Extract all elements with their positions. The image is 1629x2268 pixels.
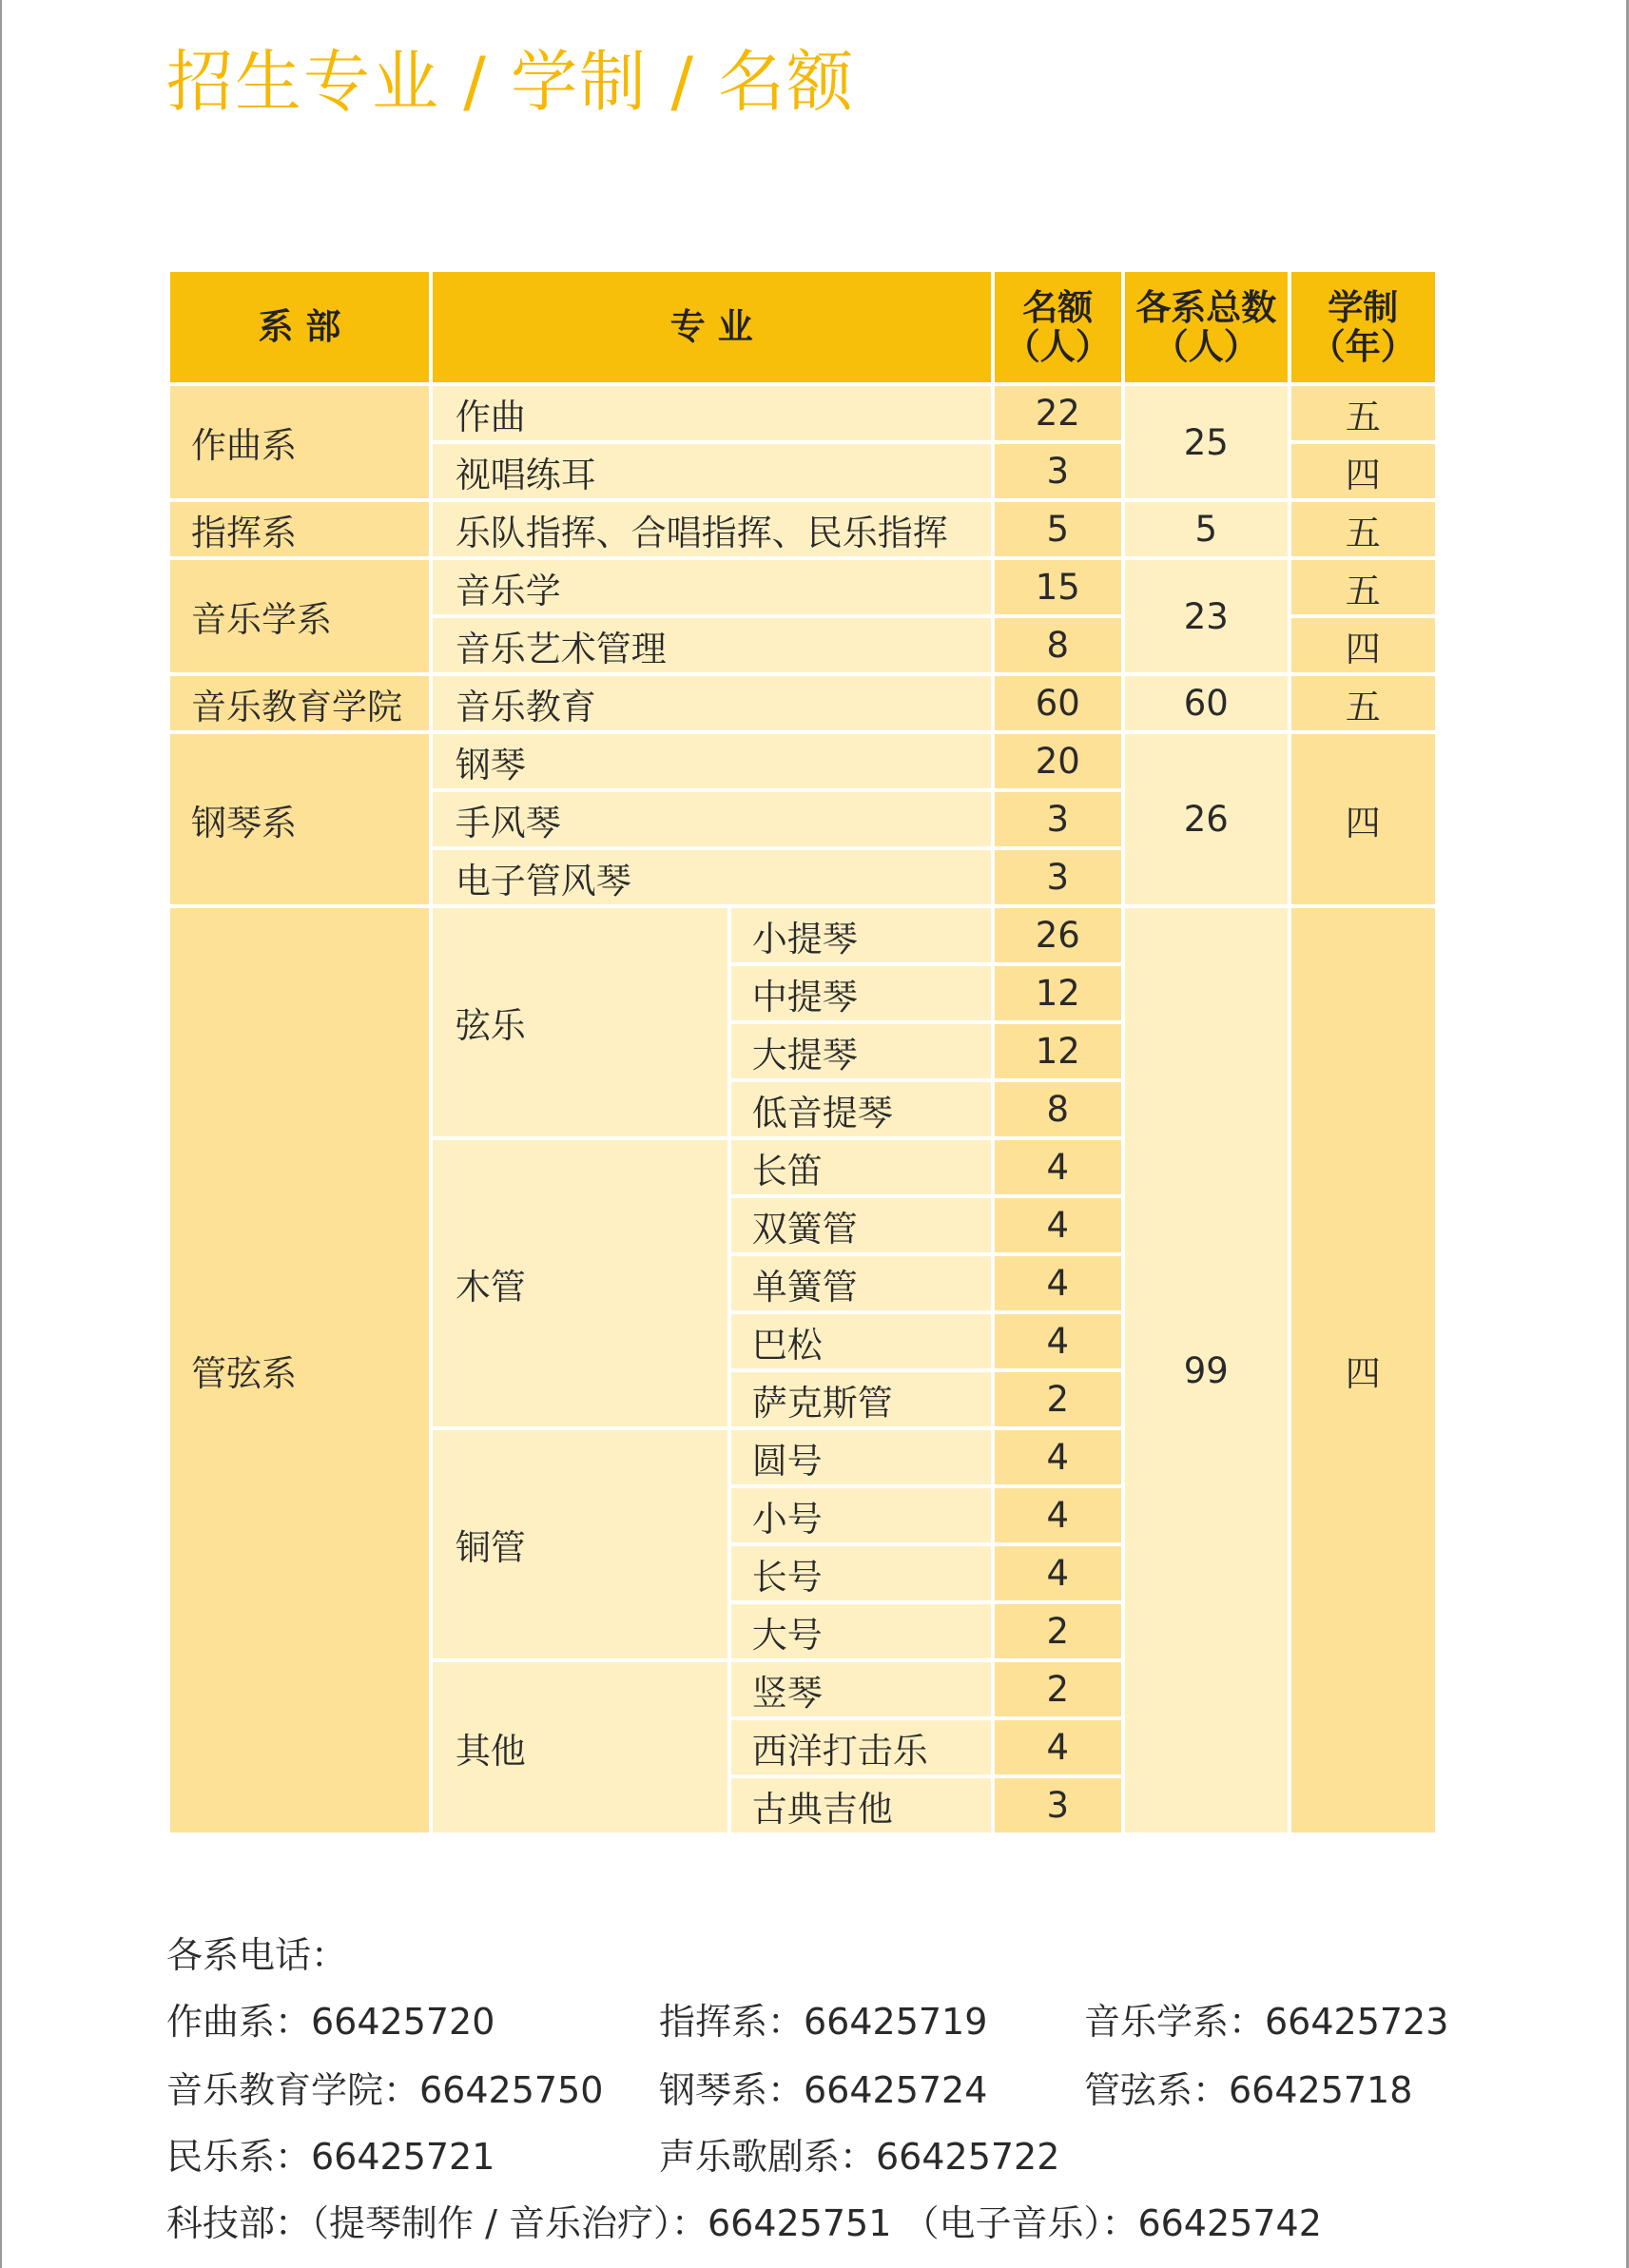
major-cell: 作曲 bbox=[433, 386, 991, 440]
quota-cell: 22 bbox=[995, 386, 1121, 440]
quota-cell: 60 bbox=[995, 676, 1121, 730]
category-cell: 弦乐 bbox=[433, 908, 727, 1136]
quota-cell: 20 bbox=[995, 734, 1121, 788]
dept-cell: 指挥系 bbox=[170, 502, 429, 556]
quota-cell: 8 bbox=[995, 1082, 1121, 1136]
dept-cell: 管弦系 bbox=[170, 908, 429, 1832]
years-cell: 五 bbox=[1291, 676, 1436, 730]
quota-cell: 2 bbox=[995, 1372, 1121, 1426]
quota-cell: 3 bbox=[995, 1778, 1121, 1832]
page-border-left bbox=[0, 0, 2, 2268]
quota-cell: 4 bbox=[995, 1256, 1121, 1310]
header-years: 学制 （年） bbox=[1291, 272, 1436, 382]
quota-cell: 12 bbox=[995, 966, 1121, 1020]
major-cell: 音乐艺术管理 bbox=[433, 618, 991, 672]
quota-cell: 4 bbox=[995, 1314, 1121, 1368]
quota-cell: 2 bbox=[995, 1662, 1121, 1716]
total-cell: 99 bbox=[1125, 908, 1288, 1832]
instrument-cell: 竖琴 bbox=[731, 1662, 991, 1716]
major-cell: 钢琴 bbox=[433, 734, 991, 788]
quota-cell: 4 bbox=[995, 1546, 1121, 1600]
table-row bbox=[170, 734, 1435, 788]
instrument-cell: 小提琴 bbox=[731, 908, 991, 962]
quota-cell: 2 bbox=[995, 1604, 1121, 1658]
dept-cell: 作曲系 bbox=[170, 386, 429, 498]
quota-cell: 3 bbox=[995, 444, 1121, 498]
dept-cell: 音乐学系 bbox=[170, 560, 429, 672]
instrument-cell: 大提琴 bbox=[731, 1024, 991, 1078]
phone-tech: 科技部：（提琴制作 / 音乐治疗）：66425751 （电子音乐）：66425742 bbox=[166, 2202, 1322, 2244]
years-cell: 五 bbox=[1291, 502, 1436, 556]
instrument-cell: 中提琴 bbox=[731, 966, 991, 1020]
header-quota: 名额 （人） bbox=[995, 272, 1121, 382]
quota-cell: 4 bbox=[995, 1198, 1121, 1252]
instrument-cell: 长笛 bbox=[731, 1140, 991, 1194]
phone-piano: 钢琴系：66425724 bbox=[659, 2069, 988, 2111]
category-cell: 其他 bbox=[433, 1662, 727, 1832]
instrument-cell: 低音提琴 bbox=[731, 1082, 991, 1136]
quota-cell: 3 bbox=[995, 792, 1121, 846]
table-header-row bbox=[170, 272, 1435, 382]
quota-cell: 8 bbox=[995, 618, 1121, 672]
quota-cell: 4 bbox=[995, 1140, 1121, 1194]
header-major: 专 业 bbox=[433, 272, 991, 382]
total-cell: 25 bbox=[1125, 386, 1288, 498]
instrument-cell: 大号 bbox=[731, 1604, 991, 1658]
quota-cell: 26 bbox=[995, 908, 1121, 962]
instrument-cell: 萨克斯管 bbox=[731, 1372, 991, 1426]
phone-conducting: 指挥系：66425719 bbox=[659, 2001, 988, 2043]
phone-education: 音乐教育学院：66425750 bbox=[166, 2069, 604, 2111]
years-cell: 五 bbox=[1291, 560, 1436, 614]
category-cell: 木管 bbox=[433, 1140, 727, 1426]
phone-musicology: 音乐学系：66425723 bbox=[1084, 2001, 1449, 2043]
total-cell: 23 bbox=[1125, 560, 1288, 672]
major-cell: 视唱练耳 bbox=[433, 444, 991, 498]
years-cell: 五 bbox=[1291, 386, 1436, 440]
quota-cell: 4 bbox=[995, 1430, 1121, 1484]
instrument-cell: 小号 bbox=[731, 1488, 991, 1542]
quota-cell: 3 bbox=[995, 850, 1121, 904]
total-cell: 60 bbox=[1125, 676, 1288, 730]
phone-vocal: 声乐歌剧系：66425722 bbox=[659, 2136, 1060, 2178]
major-cell: 手风琴 bbox=[433, 792, 991, 846]
table-row bbox=[170, 502, 1435, 556]
header-total: 各系总数 （人） bbox=[1125, 272, 1288, 382]
instrument-cell: 巴松 bbox=[731, 1314, 991, 1368]
table-row bbox=[170, 560, 1435, 614]
phone-orchestra: 管弦系：66425718 bbox=[1084, 2069, 1413, 2111]
instrument-cell: 单簧管 bbox=[731, 1256, 991, 1310]
instrument-cell: 西洋打击乐 bbox=[731, 1720, 991, 1774]
years-cell: 四 bbox=[1291, 444, 1436, 498]
page-title: 招生专业 / 学制 / 名额 bbox=[166, 43, 856, 121]
phone-folk: 民乐系：66425721 bbox=[166, 2136, 495, 2178]
instrument-cell: 圆号 bbox=[731, 1430, 991, 1484]
major-cell: 电子管风琴 bbox=[433, 850, 991, 904]
quota-cell: 4 bbox=[995, 1720, 1121, 1774]
header-dept: 系 部 bbox=[170, 272, 429, 382]
instrument-cell: 长号 bbox=[731, 1546, 991, 1600]
total-cell: 26 bbox=[1125, 734, 1288, 904]
major-cell: 音乐教育 bbox=[433, 676, 991, 730]
years-cell: 四 bbox=[1291, 618, 1436, 672]
quota-cell: 4 bbox=[995, 1488, 1121, 1542]
dept-cell: 音乐教育学院 bbox=[170, 676, 429, 730]
phone-heading: 各系电话： bbox=[166, 1934, 348, 1976]
phone-composition: 作曲系：66425720 bbox=[166, 2001, 495, 2043]
quota-cell: 5 bbox=[995, 502, 1121, 556]
major-cell: 音乐学 bbox=[433, 560, 991, 614]
total-cell: 5 bbox=[1125, 502, 1288, 556]
quota-cell: 15 bbox=[995, 560, 1121, 614]
instrument-cell: 古典吉他 bbox=[731, 1778, 991, 1832]
table-row bbox=[170, 386, 1435, 440]
table-row bbox=[170, 676, 1435, 730]
major-cell: 乐队指挥、合唱指挥、民乐指挥 bbox=[433, 502, 991, 556]
instrument-cell: 双簧管 bbox=[731, 1198, 991, 1252]
table-row bbox=[170, 908, 1435, 962]
dept-cell: 钢琴系 bbox=[170, 734, 429, 904]
category-cell: 铜管 bbox=[433, 1430, 727, 1658]
enrollment-table bbox=[166, 268, 1439, 1836]
years-cell: 四 bbox=[1291, 908, 1436, 1832]
quota-cell: 12 bbox=[995, 1024, 1121, 1078]
years-cell: 四 bbox=[1291, 734, 1436, 904]
